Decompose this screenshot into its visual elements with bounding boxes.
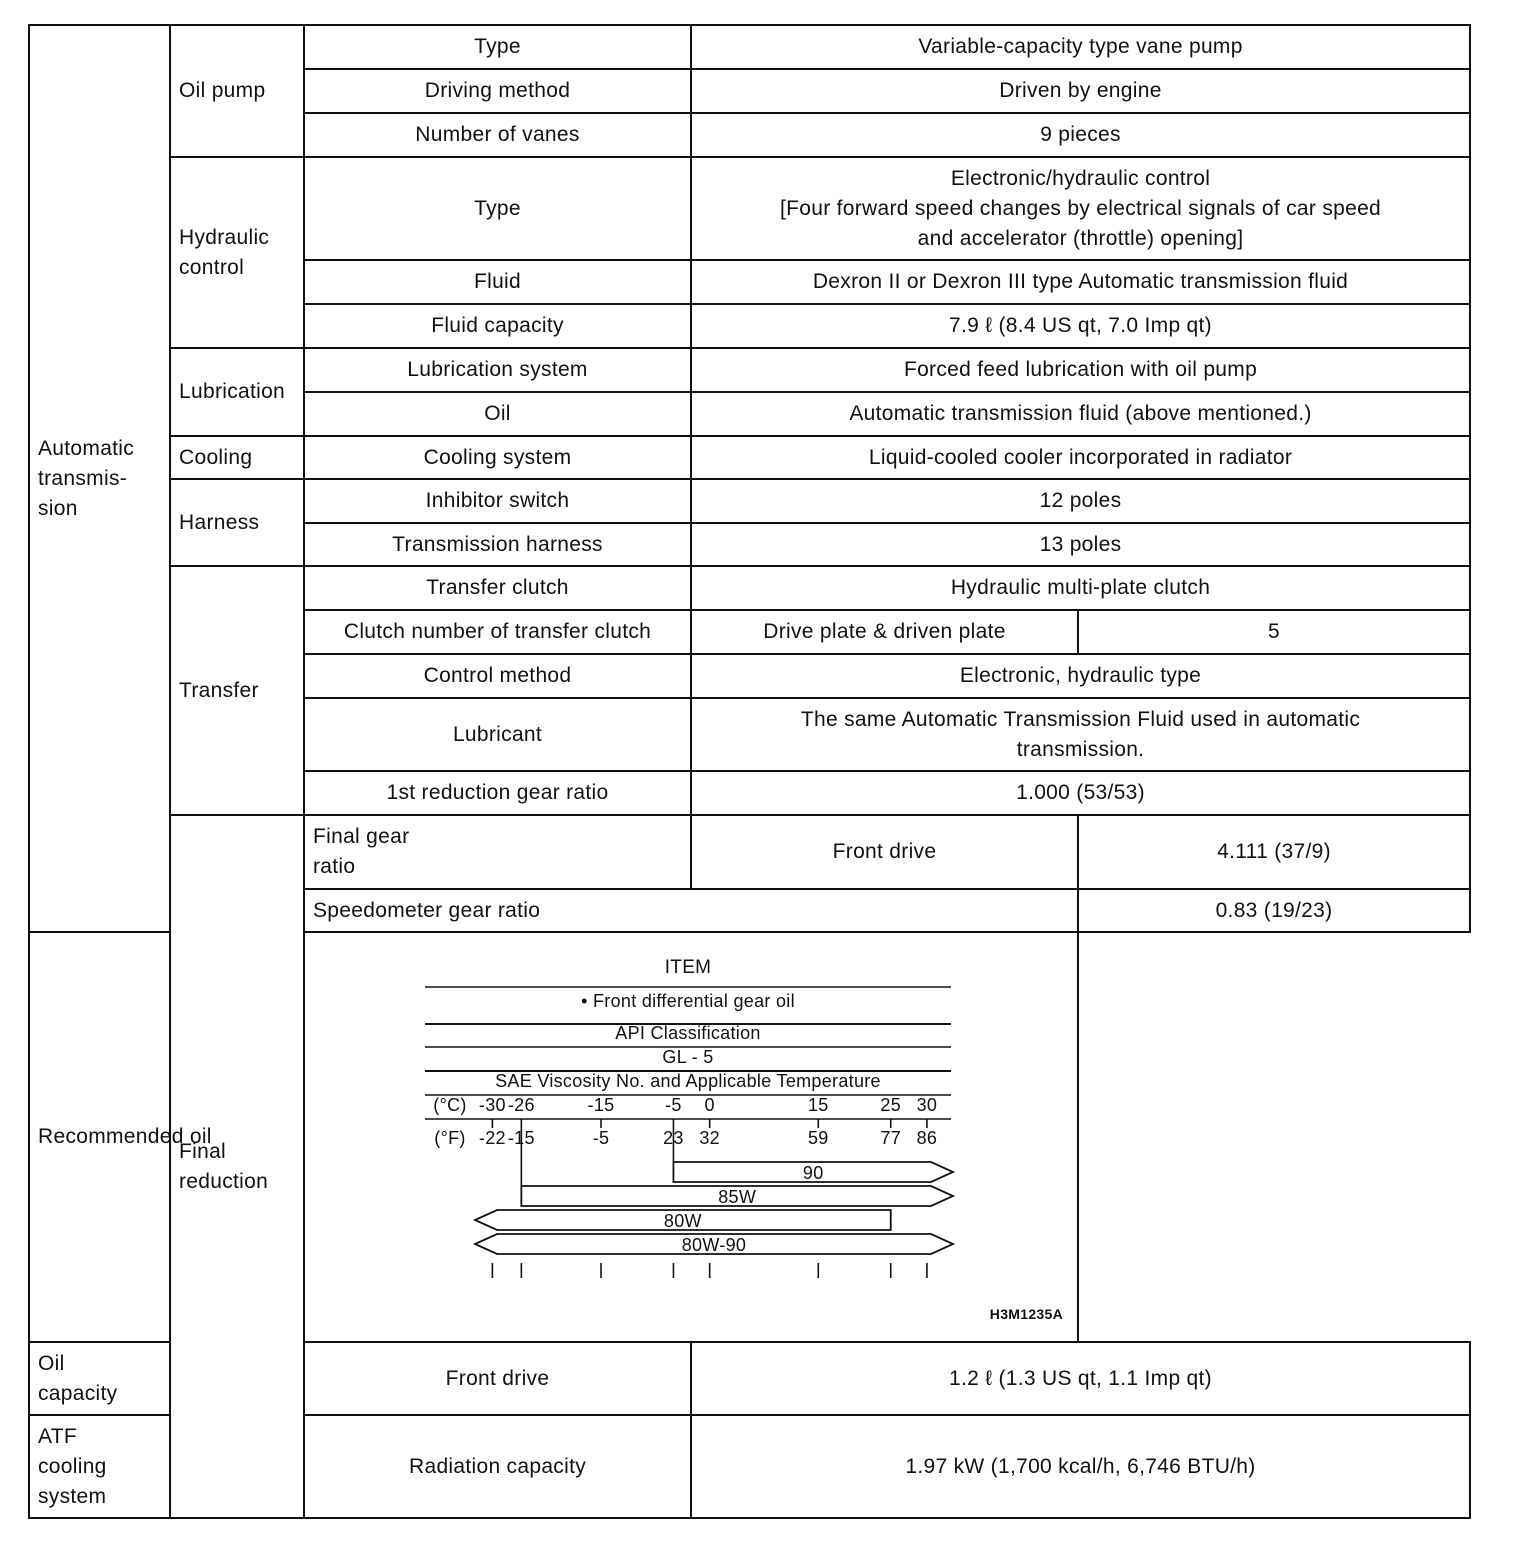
api-header: API Classification bbox=[615, 1023, 761, 1043]
figure-id: H3M1235A bbox=[989, 1306, 1063, 1322]
final-gear-front-label: Front drive bbox=[691, 815, 1078, 889]
oil-pump-type-label: Type bbox=[304, 25, 691, 69]
tick-label-celsius: 0 bbox=[704, 1095, 715, 1115]
tick-label-fahrenheit: -5 bbox=[592, 1128, 610, 1148]
tick-label-fahrenheit: 23 bbox=[663, 1128, 684, 1148]
viscosity-bar-label: 85W bbox=[718, 1187, 757, 1207]
control-method-label: Control method bbox=[304, 654, 691, 698]
transmission-harness-label: Transmission harness bbox=[304, 523, 691, 566]
lubrication-oil-value: Automatic transmission fluid (above mentioned.) bbox=[691, 392, 1470, 436]
viscosity-header: SAE Viscosity No. and Applicable Temperature bbox=[495, 1071, 881, 1091]
group-cooling: Cooling bbox=[170, 436, 304, 479]
radiation-capacity-value: 1.97 kW (1,700 kcal/h, 6,746 BTU/h) bbox=[691, 1415, 1470, 1518]
lubricant-value: The same Automatic Transmission Fluid used in automatic transmission. bbox=[691, 698, 1470, 771]
table-row bbox=[29, 566, 1470, 610]
oil-capacity-front-label: Front drive bbox=[304, 1342, 691, 1415]
tick-label-celsius: 15 bbox=[807, 1095, 829, 1115]
control-method-value: Electronic, hydraulic type bbox=[691, 654, 1470, 698]
cooling-system-value: Liquid-cooled cooler incorporated in radiator bbox=[691, 436, 1470, 479]
tick-label-fahrenheit: -15 bbox=[507, 1128, 535, 1148]
cooling-system-label: Cooling system bbox=[304, 436, 691, 479]
oil-pump-driving-label: Driving method bbox=[304, 69, 691, 113]
table-row bbox=[29, 815, 1470, 889]
clutch-number-value: 5 bbox=[1078, 610, 1470, 654]
clutch-number-label: Clutch number of transfer clutch bbox=[304, 610, 691, 654]
oil-pump-vanes-value: 9 pieces bbox=[691, 113, 1470, 157]
item-name: • Front differential gear oil bbox=[581, 991, 795, 1011]
oil-pump-type-value: Variable-capacity type vane pump bbox=[691, 25, 1470, 69]
inhibitor-switch-label: Inhibitor switch bbox=[304, 479, 691, 523]
group-oil-capacity: Oil capacity bbox=[29, 1342, 170, 1415]
tick-label-celsius: 30 bbox=[916, 1095, 938, 1115]
section-automatic-transmission: Automatic transmis- sion bbox=[29, 25, 170, 932]
clutch-number-subject: Drive plate & driven plate bbox=[691, 610, 1078, 654]
recommended-oil-label: Recommended oil bbox=[29, 932, 304, 1342]
hydraulic-type-label: Type bbox=[304, 157, 691, 260]
hydraulic-fluid-value: Dexron II or Dexron III type Automatic transmission fluid bbox=[691, 260, 1470, 304]
group-lubrication: Lubrication bbox=[170, 348, 304, 436]
table-row bbox=[29, 932, 1470, 1342]
lubrication-system-value: Forced feed lubrication with oil pump bbox=[691, 348, 1470, 392]
viscosity-bar-label: 80W-90 bbox=[681, 1235, 747, 1255]
hydraulic-capacity-value: 7.9 ℓ (8.4 US qt, 7.0 Imp qt) bbox=[691, 304, 1470, 348]
speedometer-gear-ratio-value: 0.83 (19/23) bbox=[1078, 889, 1470, 932]
tick-label-fahrenheit: 77 bbox=[880, 1128, 902, 1148]
inhibitor-switch-value: 12 poles bbox=[691, 479, 1470, 523]
oil-pump-driving-value: Driven by engine bbox=[691, 69, 1470, 113]
oil-pump-vanes-label: Number of vanes bbox=[304, 113, 691, 157]
table-row bbox=[29, 479, 1470, 523]
tick-label-celsius: -30 bbox=[478, 1095, 506, 1115]
table-row bbox=[29, 157, 1470, 260]
hydraulic-fluid-label: Fluid bbox=[304, 260, 691, 304]
api-value: GL - 5 bbox=[662, 1047, 714, 1067]
unit-celsius: (°C) bbox=[433, 1095, 467, 1115]
tick-label-celsius: -26 bbox=[507, 1095, 535, 1115]
tick-label-celsius: 25 bbox=[880, 1095, 902, 1115]
reduction-gear-ratio-value: 1.000 (53/53) bbox=[691, 771, 1470, 815]
viscosity-bar-label: 80W bbox=[663, 1211, 702, 1231]
group-oil-pump: Oil pump bbox=[170, 25, 304, 157]
lubrication-system-label: Lubrication system bbox=[304, 348, 691, 392]
hydraulic-capacity-label: Fluid capacity bbox=[304, 304, 691, 348]
group-harness: Harness bbox=[170, 479, 304, 566]
oil-viscosity-chart bbox=[305, 933, 1081, 1341]
tick-label-celsius: -15 bbox=[587, 1095, 615, 1115]
unit-fahrenheit: (°F) bbox=[434, 1128, 466, 1148]
tick-label-fahrenheit: 32 bbox=[699, 1128, 720, 1148]
final-gear-front-value: 4.111 (37/9) bbox=[1078, 815, 1470, 889]
tick-label-fahrenheit: -22 bbox=[478, 1128, 506, 1148]
tick-label-fahrenheit: 86 bbox=[916, 1128, 938, 1148]
group-transfer: Transfer bbox=[170, 566, 304, 815]
transfer-clutch-value: Hydraulic multi-plate clutch bbox=[691, 566, 1470, 610]
group-atf-cooling: ATF cooling system bbox=[29, 1415, 170, 1518]
reduction-gear-ratio-label: 1st reduction gear ratio bbox=[304, 771, 691, 815]
tick-label-celsius: -5 bbox=[665, 1095, 682, 1115]
recommended-oil-chart-cell bbox=[304, 932, 1078, 1342]
transfer-clutch-label: Transfer clutch bbox=[304, 566, 691, 610]
item-header: ITEM bbox=[664, 957, 712, 978]
oil-capacity-front-value: 1.2 ℓ (1.3 US qt, 1.1 Imp qt) bbox=[691, 1342, 1470, 1415]
speedometer-gear-ratio-label: Speedometer gear ratio bbox=[304, 889, 1078, 932]
radiation-capacity-label: Radiation capacity bbox=[304, 1415, 691, 1518]
table-row bbox=[29, 25, 1470, 69]
transmission-harness-value: 13 poles bbox=[691, 523, 1470, 566]
spec-table bbox=[28, 24, 1471, 1519]
lubricant-label: Lubricant bbox=[304, 698, 691, 771]
table-row bbox=[29, 348, 1470, 392]
hydraulic-type-value: Electronic/hydraulic control [Four forward speed changes by electrical signals of car speed and accelerator (throttle) opening] bbox=[691, 157, 1470, 260]
viscosity-bar-label: 90 bbox=[802, 1163, 824, 1183]
table-row bbox=[29, 436, 1470, 479]
lubrication-oil-label: Oil bbox=[304, 392, 691, 436]
group-final-gear-ratio: Final gear ratio bbox=[304, 815, 691, 889]
section-final-reduction: Final reduction bbox=[170, 815, 304, 1518]
group-hydraulic-control: Hydraulic control bbox=[170, 157, 304, 348]
tick-label-fahrenheit: 59 bbox=[807, 1128, 829, 1148]
